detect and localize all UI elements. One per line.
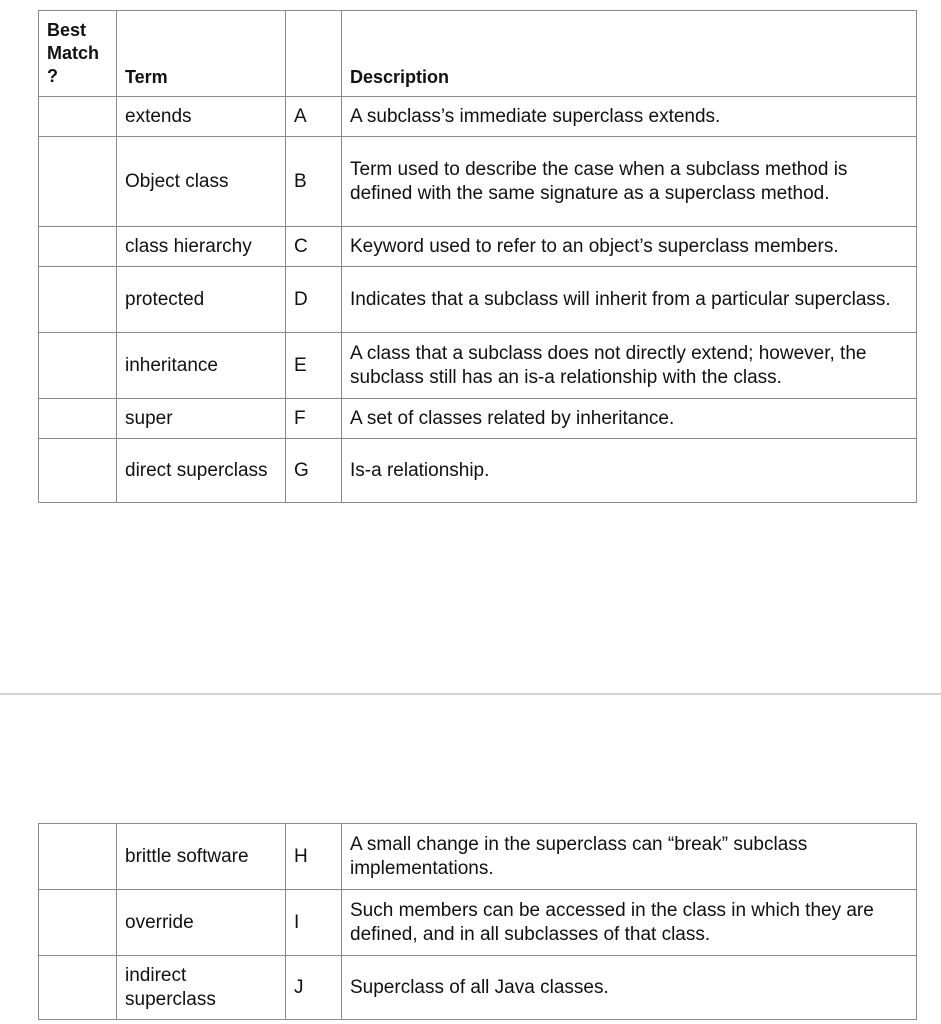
letter-cell: D (286, 267, 342, 333)
term-cell: override (117, 890, 286, 956)
matching-table-2 (38, 823, 917, 1020)
best-match-cell[interactable] (39, 137, 117, 227)
best-match-cell[interactable] (39, 956, 117, 1020)
table-row (39, 97, 917, 137)
letter-cell: C (286, 227, 342, 267)
header-letter (286, 11, 342, 97)
header-description: Description (342, 11, 917, 97)
best-match-cell[interactable] (39, 267, 117, 333)
best-match-cell[interactable] (39, 333, 117, 399)
term-cell: extends (117, 97, 286, 137)
description-cell: A small change in the superclass can “break” subclass implementations. (342, 824, 917, 890)
table-row (39, 227, 917, 267)
table-row (39, 333, 917, 399)
table-row (39, 890, 917, 956)
term-cell: indirect superclass (117, 956, 286, 1020)
table-row (39, 399, 917, 439)
header-term: Term (117, 11, 286, 97)
best-match-cell[interactable] (39, 227, 117, 267)
table-row (39, 439, 917, 503)
description-cell: Term used to describe the case when a subclass method is defined with the same signature as a superclass method. (342, 137, 917, 227)
table-row (39, 824, 917, 890)
best-match-cell[interactable] (39, 824, 117, 890)
description-cell: A class that a subclass does not directly extend; however, the subclass still has an is-a relationship with the class. (342, 333, 917, 399)
letter-cell: E (286, 333, 342, 399)
description-cell: Superclass of all Java classes. (342, 956, 917, 1020)
term-cell: brittle software (117, 824, 286, 890)
best-match-cell[interactable] (39, 399, 117, 439)
letter-cell: A (286, 97, 342, 137)
letter-cell: I (286, 890, 342, 956)
letter-cell: G (286, 439, 342, 503)
description-cell: Keyword used to refer to an object’s superclass members. (342, 227, 917, 267)
best-match-cell[interactable] (39, 97, 117, 137)
description-cell: A set of classes related by inheritance. (342, 399, 917, 439)
description-cell: Such members can be accessed in the class in which they are defined, and in all subclasses of that class. (342, 890, 917, 956)
term-cell: Object class (117, 137, 286, 227)
matching-table-1 (38, 10, 917, 503)
term-cell: inheritance (117, 333, 286, 399)
header-best-match: Best Match ? (39, 11, 117, 97)
letter-cell: J (286, 956, 342, 1020)
table-row (39, 137, 917, 227)
best-match-cell[interactable] (39, 890, 117, 956)
page-divider (0, 693, 941, 695)
term-cell: super (117, 399, 286, 439)
letter-cell: F (286, 399, 342, 439)
term-cell: direct superclass (117, 439, 286, 503)
description-cell: Indicates that a subclass will inherit from a particular superclass. (342, 267, 917, 333)
term-cell: class hierarchy (117, 227, 286, 267)
letter-cell: H (286, 824, 342, 890)
table-header-row (39, 11, 917, 97)
table-row (39, 956, 917, 1020)
best-match-cell[interactable] (39, 439, 117, 503)
description-cell: A subclass’s immediate superclass extends. (342, 97, 917, 137)
table-row (39, 267, 917, 333)
term-cell: protected (117, 267, 286, 333)
letter-cell: B (286, 137, 342, 227)
description-cell: Is-a relationship. (342, 439, 917, 503)
